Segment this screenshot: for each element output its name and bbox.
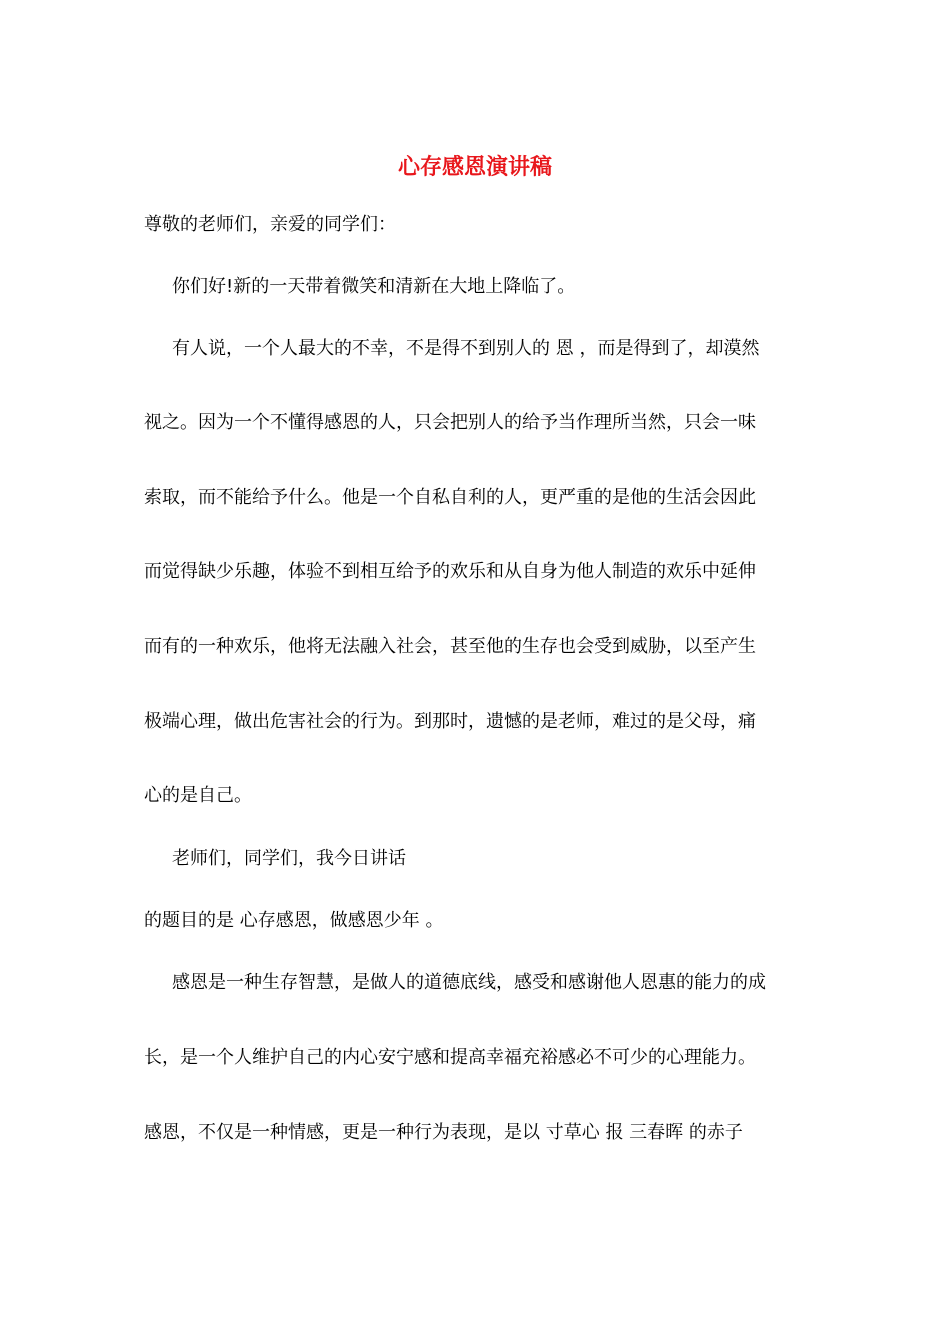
paragraph-1-line-7: 心的是自己。 bbox=[144, 785, 252, 806]
paragraph-2-line-2: 的题目的是 心存感恩，做感恩少年 。 bbox=[144, 910, 444, 931]
paragraph-1-line-4: 而觉得缺少乐趣，体验不到相互给予的欢乐和从自身为他人制造的欢乐中延伸 bbox=[144, 561, 756, 582]
paragraph-1-line-3: 索取，而不能给予什么。他是一个自私自利的人，更严重的是他的生活会因此 bbox=[144, 487, 756, 508]
paragraph-1-line-1: 有人说，一个人最大的不幸，不是得不到别人的 恩 ，而是得到了，却漠然 bbox=[172, 338, 760, 359]
paragraph-1-line-6: 极端心理，做出危害社会的行为。到那时，遗憾的是老师，难过的是父母，痛 bbox=[144, 711, 756, 732]
greeting: 你们好!新的一天带着微笑和清新在大地上降临了。 bbox=[172, 276, 576, 297]
paragraph-2-line-1: 老师们，同学们，我今日讲话 bbox=[172, 848, 406, 869]
paragraph-3-line-3: 感恩，不仅是一种情感，更是一种行为表现，是以 寸草心 报 三春晖 的赤子 bbox=[144, 1122, 743, 1143]
paragraph-1-line-2: 视之。因为一个不懂得感恩的人，只会把别人的给予当作理所当然，只会一味 bbox=[144, 412, 756, 433]
salutation: 尊敬的老师们，亲爱的同学们： bbox=[144, 214, 396, 235]
paragraph-1-line-5: 而有的一种欢乐，他将无法融入社会，甚至他的生存也会受到威胁，以至产生 bbox=[144, 636, 756, 657]
document-title: 心存感恩演讲稿 bbox=[397, 155, 552, 180]
paragraph-3-line-2: 长，是一个人维护自己的内心安宁感和提高幸福充裕感必不可少的心理能力。 bbox=[144, 1047, 756, 1068]
paragraph-3-line-1: 感恩是一种生存智慧，是做人的道德底线，感受和感谢他人恩惠的能力的成 bbox=[172, 972, 766, 993]
